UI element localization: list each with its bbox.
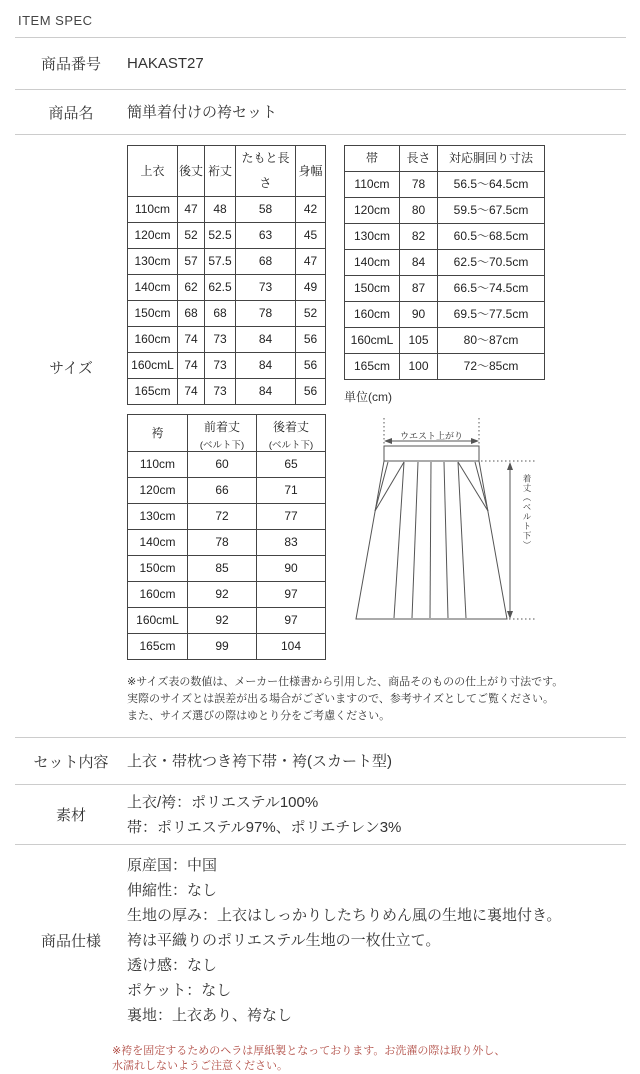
table-header-cell: 前着丈 (ベルト下) (188, 415, 257, 452)
arrowhead-bottom (507, 611, 513, 619)
table-cell: 160cm (128, 582, 188, 608)
unit-label: 単位(cm) (344, 390, 392, 404)
material-label: 素材 (55, 807, 86, 824)
table-row (128, 379, 326, 405)
table-cell: 73 (205, 353, 236, 379)
text-line: 生地の厚み：上衣はしっかりしたちりめん風の生地に裏地付き。 (127, 907, 562, 924)
lower-tables (127, 414, 626, 660)
table-cell: 65 (257, 452, 326, 478)
table-row (345, 198, 545, 224)
table-row (345, 172, 545, 198)
table-cell: 160cm (128, 327, 178, 353)
table-cell: 56.5～64.5cm (438, 172, 545, 198)
table-header-cell: 後着丈 (ベルト下) (257, 415, 326, 452)
text-line: 原産国：中国 (127, 857, 218, 874)
table-cell: 99 (188, 634, 257, 660)
table-cell: 160cm (345, 302, 400, 328)
table-row (128, 197, 326, 223)
text-line: また、サイズ選びの際はゆとり分をご考慮ください。 (127, 710, 391, 722)
table-cell: 90 (257, 556, 326, 582)
table-cell: 83 (257, 530, 326, 556)
material-row (15, 784, 626, 844)
table-row (128, 634, 326, 660)
table-cell: 52 (178, 223, 205, 249)
table-cell: 60 (188, 452, 257, 478)
text-line: 透け感：なし (127, 957, 218, 974)
table-cell: 47 (296, 249, 326, 275)
table-header-cell: 後丈 (178, 146, 205, 197)
table-cell: 60.5～68.5cm (438, 224, 545, 250)
table-cell: 73 (236, 275, 296, 301)
pleat-line (394, 462, 404, 618)
product-spec-row (15, 844, 626, 1036)
table-cell: 85 (188, 556, 257, 582)
table-cell: 47 (178, 197, 205, 223)
table-cell: 150cm (128, 556, 188, 582)
table-cell: 52 (296, 301, 326, 327)
pleat-line (458, 462, 466, 618)
table-row (128, 530, 326, 556)
table-cell: 92 (188, 608, 257, 634)
table-cell: 150cm (345, 276, 400, 302)
table-cell: 160cmL (345, 328, 400, 354)
item-name-row (15, 89, 626, 134)
table-cell: 130cm (128, 504, 188, 530)
table-row (128, 478, 326, 504)
table-cell: 66.5～74.5cm (438, 276, 545, 302)
item-number-value: HAKAST27 (127, 55, 204, 72)
table-cell: 56 (296, 353, 326, 379)
table-cell: 74 (178, 353, 205, 379)
table-cell: 68 (205, 301, 236, 327)
table-cell: 56 (296, 379, 326, 405)
table-cell: 68 (178, 301, 205, 327)
table-cell: 62.5～70.5cm (438, 250, 545, 276)
item-name-label: 商品名 (48, 104, 94, 122)
item-number-label: 商品番号 (40, 56, 101, 73)
table-cell: 73 (205, 327, 236, 353)
hakama-size-table (127, 414, 326, 660)
table-cell: 49 (296, 275, 326, 301)
table-cell: 84 (400, 250, 438, 276)
table-header-cell: 裄丈 (205, 146, 236, 197)
table-cell: 82 (400, 224, 438, 250)
item-name-value: 簡単着付けの袴セット (127, 103, 278, 121)
table-cell: 57 (178, 249, 205, 275)
upper-tables (127, 145, 626, 410)
table-cell: 71 (257, 478, 326, 504)
table-cell: 69.5～77.5cm (438, 302, 545, 328)
obi-size-table (344, 145, 545, 380)
table-row (128, 353, 326, 379)
table-cell: 84 (236, 327, 296, 353)
left-slit-line (375, 462, 388, 511)
table-header-row (128, 415, 326, 452)
page-title: ITEM SPEC (18, 13, 93, 28)
set-contents-value: 上衣・帯枕つき袴下帯・袴(スカート型) (127, 752, 392, 770)
product-spec-value (127, 853, 626, 1028)
table-cell: 140cm (128, 275, 178, 301)
right-slit-line (475, 462, 488, 511)
table-cell: 160cmL (128, 353, 178, 379)
table-header-cell: たもと長さ (236, 146, 296, 197)
size-content (127, 145, 626, 725)
size-notes (127, 674, 626, 725)
table-cell: 87 (400, 276, 438, 302)
table-cell: 130cm (128, 249, 178, 275)
table-cell: 140cm (345, 250, 400, 276)
table-cell: 92 (188, 582, 257, 608)
pleat-line (412, 462, 418, 618)
table-row (128, 556, 326, 582)
table-header-cell: 帯 (345, 146, 400, 172)
table-cell: 110cm (128, 197, 178, 223)
jacket-size-table (127, 145, 326, 405)
text-line: 実際のサイズとは誤差が出る場合がございますので、参考サイズとしてご覧ください。 (127, 693, 555, 705)
table-cell: 90 (400, 302, 438, 328)
table-cell: 62.5 (205, 275, 236, 301)
material-value (127, 790, 626, 840)
table-cell: 73 (205, 379, 236, 405)
table-cell: 42 (296, 197, 326, 223)
table-row (345, 224, 545, 250)
table-cell: 72 (188, 504, 257, 530)
table-row (128, 504, 326, 530)
table-cell: 48 (205, 197, 236, 223)
table-cell: 150cm (128, 301, 178, 327)
table-cell: 68 (236, 249, 296, 275)
table-cell: 160cmL (128, 608, 188, 634)
size-row (15, 134, 626, 737)
table-cell: 66 (188, 478, 257, 504)
table-cell: 74 (178, 327, 205, 353)
text-line: 伸縮性：なし (127, 882, 218, 899)
table-cell: 72～85cm (438, 354, 545, 380)
table-row (128, 223, 326, 249)
text-line: 袴は平織りのポリエステル生地の一枚仕立て。 (127, 932, 441, 949)
item-number-row (15, 37, 626, 89)
set-contents-label: セット内容 (33, 753, 109, 771)
table-header-row (128, 146, 326, 197)
table-cell: 78 (400, 172, 438, 198)
table-header-cell: 袴 (128, 415, 188, 452)
table-cell: 110cm (128, 452, 188, 478)
table-cell: 77 (257, 504, 326, 530)
table-header-cell: 上衣 (128, 146, 178, 197)
table-row (128, 327, 326, 353)
table-cell: 105 (400, 328, 438, 354)
table-cell: 165cm (345, 354, 400, 380)
table-row (345, 250, 545, 276)
table-cell: 80～87cm (438, 328, 545, 354)
table-header-row (345, 146, 545, 172)
table-cell: 97 (257, 582, 326, 608)
table-cell: 78 (188, 530, 257, 556)
table-header-cell: 身幅 (296, 146, 326, 197)
table-row (128, 608, 326, 634)
table-cell: 100 (400, 354, 438, 380)
table-cell: 104 (257, 634, 326, 660)
skirt-outline (356, 461, 507, 619)
set-contents-row (15, 737, 626, 784)
table-cell: 120cm (128, 223, 178, 249)
table-cell: 52.5 (205, 223, 236, 249)
table-cell: 63 (236, 223, 296, 249)
pleat-line (430, 462, 431, 618)
table-cell: 130cm (345, 224, 400, 250)
table-row (345, 276, 545, 302)
table-cell: 74 (178, 379, 205, 405)
table-cell: 84 (236, 379, 296, 405)
table-row (345, 302, 545, 328)
text-line: 帯：ポリエステル97%、ポリエチレン3% (127, 818, 402, 836)
table-cell: 84 (236, 353, 296, 379)
table-cell: 45 (296, 223, 326, 249)
text-line: 裏地：上衣あり、袴なし (127, 1007, 293, 1024)
table-cell: 58 (236, 197, 296, 223)
hakama-diagram (344, 416, 544, 631)
text-line: ※袴を固定するためのヘラは厚紙製となっております。お洗濯の際は取り外し、 (112, 1045, 506, 1057)
table-row (128, 452, 326, 478)
table-header-cell: 対応胴回り寸法 (438, 146, 545, 172)
table-cell: 120cm (345, 198, 400, 224)
table-cell: 120cm (128, 478, 188, 504)
table-cell: 57.5 (205, 249, 236, 275)
length-measure-label: 着丈（ベルト下） (522, 474, 532, 550)
table-cell: 165cm (128, 634, 188, 660)
table-cell: 110cm (345, 172, 400, 198)
table-cell: 78 (236, 301, 296, 327)
table-header-cell: 長さ (400, 146, 438, 172)
obi-column (344, 145, 545, 410)
pleat-line (444, 462, 448, 618)
text-line: ※サイズ表の数値は、メーカー仕様書から引用した、商品そのものの仕上がり寸法です。 (127, 676, 564, 688)
table-cell: 165cm (128, 379, 178, 405)
table-row (128, 301, 326, 327)
table-cell: 97 (257, 608, 326, 634)
table-cell: 62 (178, 275, 205, 301)
table-cell: 140cm (128, 530, 188, 556)
table-row (345, 328, 545, 354)
text-line: 上衣/袴：ポリエステル100% (127, 793, 319, 811)
size-label: サイズ (49, 360, 93, 377)
table-row (345, 354, 545, 380)
arrowhead-top (507, 462, 513, 470)
table-row (128, 582, 326, 608)
table-row (128, 275, 326, 301)
product-spec-label: 商品仕様 (40, 933, 101, 950)
waist-measure-label: ウエスト上がり (399, 431, 463, 441)
table-cell: 56 (296, 327, 326, 353)
washing-caution-note (112, 1044, 626, 1074)
text-line: ポケット：なし (127, 982, 232, 999)
text-line: 水濡れしないようご注意ください。 (112, 1060, 288, 1072)
table-cell: 80 (400, 198, 438, 224)
table-row (128, 249, 326, 275)
table-cell: 59.5～67.5cm (438, 198, 545, 224)
